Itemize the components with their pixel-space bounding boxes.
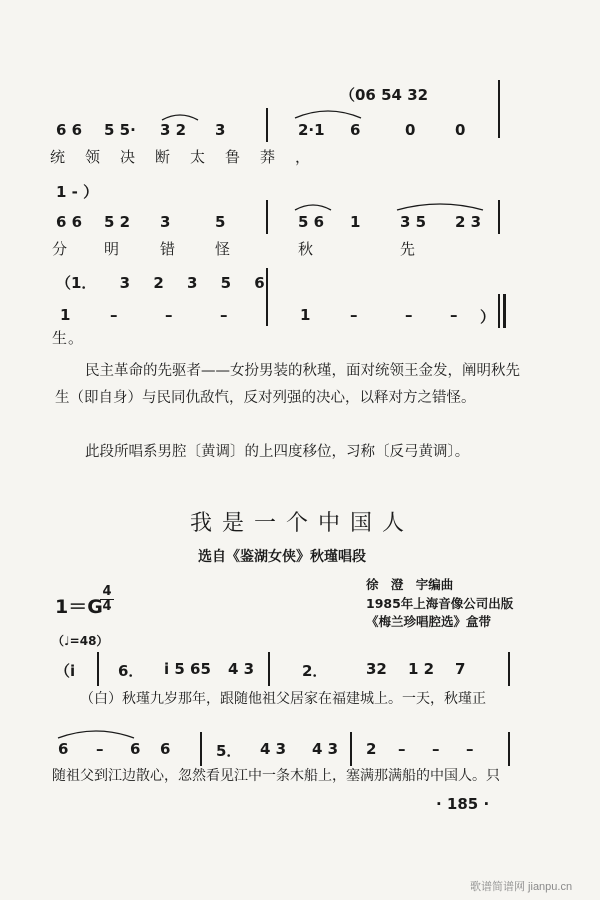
note-group: 4 3: [260, 740, 287, 758]
barline: [498, 200, 500, 234]
barline: [498, 80, 500, 138]
time-signature-bottom: 4: [102, 599, 112, 614]
barline: [266, 108, 268, 142]
note-group: 5 5·: [104, 121, 136, 139]
note-group: 3: [215, 121, 226, 139]
tempo-marking: （♩=48）: [52, 634, 109, 648]
note-group: –: [398, 740, 406, 758]
key-signature: 1＝G: [55, 596, 103, 618]
time-signature: [100, 585, 114, 614]
final-barline: [498, 294, 500, 328]
credit-tape: 《梅兰珍唱腔选》盒带: [366, 614, 492, 629]
note-group: 0: [405, 121, 416, 139]
note-group: 0: [455, 121, 466, 139]
lyric-word: 生。: [52, 329, 85, 347]
note-group: –: [110, 306, 118, 324]
score1-line1-intro: （06 54 32: [340, 86, 429, 104]
page-number: · 185 ·: [436, 795, 490, 813]
note-group: 4 3: [228, 660, 255, 678]
note-group: 1 2: [408, 660, 435, 678]
slur-mark: [293, 106, 363, 120]
watermark-text: 歌谱简谱网 jianpu.cn: [470, 881, 573, 893]
lyric-word: 先: [400, 240, 417, 258]
note-group: 2 3: [455, 213, 482, 231]
barline: [350, 732, 352, 766]
note-group: 6 6: [56, 213, 83, 231]
note-group: 32: [366, 660, 387, 678]
note-group: 6．: [118, 662, 144, 680]
note-group: 7: [455, 660, 466, 678]
note-group: 6: [130, 740, 141, 758]
note-group: 4 3: [312, 740, 339, 758]
barline: [508, 652, 510, 686]
note-group: 6: [350, 121, 361, 139]
spoken-text: （白）秋瑾九岁那年，跟随他祖父居家在福建城上。一天，秋瑾正: [80, 691, 486, 707]
score1-line3-intro: （1． 3 2 3 5 6: [56, 274, 265, 292]
note-group: 3 2: [160, 121, 187, 139]
barline: [97, 652, 99, 686]
note-group: –: [432, 740, 440, 758]
note-group: –: [466, 740, 474, 758]
slur-mark: [160, 110, 200, 122]
slur-mark: [395, 200, 485, 212]
barline: [268, 652, 270, 686]
barline: [266, 200, 268, 234]
note-group: i 5 65: [164, 660, 211, 678]
note-group: –: [220, 306, 228, 324]
credit-publisher: 1985年上海音像公司出版: [366, 596, 514, 611]
slur-mark: [293, 200, 333, 212]
note-group: （i: [55, 662, 76, 680]
note-group: 6 6: [56, 121, 83, 139]
lyric-word: 明: [104, 240, 121, 258]
lyric-word: 错: [160, 240, 177, 258]
lyrics-line: 统领决断太鲁莽，: [50, 148, 331, 166]
note-group: 5 2: [104, 213, 131, 231]
tie-mark: [56, 726, 136, 740]
note-group: 5: [215, 213, 226, 231]
note-group: 6: [58, 740, 69, 758]
note-group: 5．: [216, 742, 242, 760]
note-group: 2·1: [298, 121, 325, 139]
note-group: 1: [60, 306, 71, 324]
note-group: 5 6: [298, 213, 325, 231]
lyric-word: 秋: [298, 240, 315, 258]
note-group: 1: [350, 213, 361, 231]
note-group: –: [405, 306, 413, 324]
note-group: –: [96, 740, 104, 758]
note-group: 2: [366, 740, 377, 758]
credit-arranger: 徐 澄 宇编曲: [366, 577, 454, 592]
time-signature-top: 4: [102, 584, 112, 599]
note-group: 2．: [302, 662, 328, 680]
barline: [200, 732, 202, 766]
note-group: 1: [300, 306, 311, 324]
song-subtitle: 选自《鉴湖女侠》秋瑾唱段: [198, 549, 366, 565]
note-paragraph: 此段所唱系男腔〔黄调〕的上四度移位，习称〔反弓黄调〕。: [85, 444, 470, 460]
lyric-word: 分: [52, 240, 69, 258]
note-group: 3: [160, 213, 171, 231]
note-group: –: [165, 306, 173, 324]
song-title: 我是一个中国人: [190, 511, 415, 536]
lyric-word: 怪: [215, 240, 232, 258]
note-group: 1 - ）: [56, 183, 99, 201]
note-group: 3 5: [400, 213, 427, 231]
note-group: –: [350, 306, 358, 324]
note-group: 6: [160, 740, 171, 758]
barline: [508, 732, 510, 766]
description-paragraph: 民主革命的先驱者——女扮男装的秋瑾，面对统领王金发，阐明秋先生（即自身）与民同仇敌忾，反对列强的决心，以释对方之错怪。: [55, 363, 520, 406]
barline: [266, 268, 268, 326]
final-barline-thick: [503, 294, 506, 328]
note-group: ）: [480, 308, 496, 326]
note-group: –: [450, 306, 458, 324]
spoken-text: 随祖父到江边散心，忽然看见江中一条木船上，塞满那满船的中国人。只: [52, 768, 500, 784]
